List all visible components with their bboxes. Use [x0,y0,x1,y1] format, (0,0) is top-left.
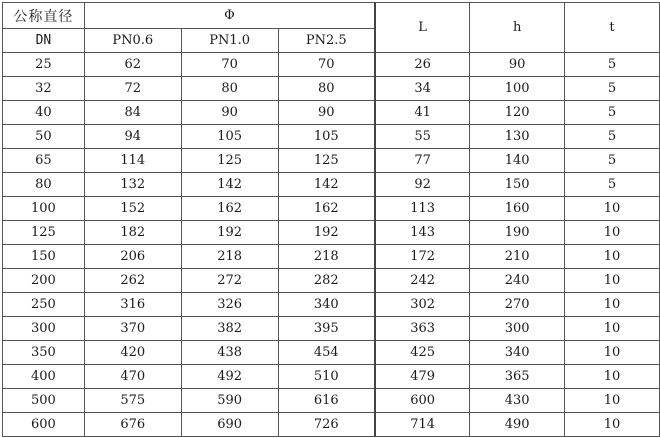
table-row [3,317,660,341]
cell-pn06: 114 [84,149,181,173]
cell-pn25: 282 [278,269,375,293]
cell-pn06: 72 [84,77,181,101]
cell-pn10: 272 [181,269,278,293]
cell-pn10: 690 [181,413,278,437]
cell-pn25: 218 [278,245,375,269]
cell-h: 340 [470,341,565,365]
table-row [3,293,660,317]
cell-pn10: 438 [181,341,278,365]
dn-header: DN [3,29,85,53]
cell-pn10: 492 [181,365,278,389]
cell-L: 600 [375,389,470,413]
cell-dn: 350 [3,341,85,365]
cell-h: 190 [470,221,565,245]
phi-header: Φ [84,3,375,29]
cell-pn10: 90 [181,101,278,125]
cell-h: 130 [470,125,565,149]
cell-t: 10 [565,341,660,365]
cell-pn10: 590 [181,389,278,413]
cell-dn: 100 [3,197,85,221]
cell-t: 5 [565,149,660,173]
cell-pn06: 94 [84,125,181,149]
cell-dn: 40 [3,101,85,125]
cell-pn10: 125 [181,149,278,173]
cell-pn25: 162 [278,197,375,221]
cell-pn10: 162 [181,197,278,221]
cell-h: 90 [470,53,565,77]
cell-t: 10 [565,197,660,221]
cell-pn06: 370 [84,317,181,341]
L-header: L [375,3,470,53]
cell-pn25: 726 [278,413,375,437]
cell-pn25: 616 [278,389,375,413]
nominal-diameter-header: 公称直径 [3,3,85,29]
cell-pn25: 340 [278,293,375,317]
cell-pn06: 132 [84,173,181,197]
table-row [3,101,660,125]
cell-pn06: 575 [84,389,181,413]
cell-L: 34 [375,77,470,101]
cell-h: 100 [470,77,565,101]
cell-dn: 500 [3,389,85,413]
cell-h: 365 [470,365,565,389]
table-row [3,389,660,413]
cell-pn10: 382 [181,317,278,341]
cell-t: 5 [565,77,660,101]
cell-t: 10 [565,293,660,317]
table-row [3,197,660,221]
cell-pn25: 70 [278,53,375,77]
cell-h: 490 [470,413,565,437]
cell-L: 77 [375,149,470,173]
cell-pn25: 510 [278,365,375,389]
cell-h: 210 [470,245,565,269]
cell-t: 5 [565,53,660,77]
cell-t: 10 [565,221,660,245]
table-row [3,413,660,437]
table-body [3,53,660,437]
table-row [3,341,660,365]
table-row [3,149,660,173]
cell-h: 120 [470,101,565,125]
dimension-table [2,2,660,437]
cell-L: 302 [375,293,470,317]
pn25-header: PN2.5 [278,29,375,53]
cell-t: 10 [565,245,660,269]
cell-L: 242 [375,269,470,293]
cell-h: 430 [470,389,565,413]
cell-dn: 400 [3,365,85,389]
cell-dn: 250 [3,293,85,317]
cell-L: 55 [375,125,470,149]
cell-pn25: 105 [278,125,375,149]
cell-L: 172 [375,245,470,269]
cell-dn: 300 [3,317,85,341]
cell-dn: 50 [3,125,85,149]
cell-pn25: 454 [278,341,375,365]
cell-dn: 200 [3,269,85,293]
table-row [3,365,660,389]
cell-L: 714 [375,413,470,437]
cell-pn06: 84 [84,101,181,125]
cell-dn: 65 [3,149,85,173]
cell-t: 5 [565,173,660,197]
cell-L: 41 [375,101,470,125]
cell-pn25: 192 [278,221,375,245]
cell-t: 10 [565,365,660,389]
cell-h: 140 [470,149,565,173]
cell-pn06: 62 [84,53,181,77]
cell-t: 10 [565,413,660,437]
cell-pn06: 420 [84,341,181,365]
cell-dn: 600 [3,413,85,437]
cell-L: 425 [375,341,470,365]
cell-t: 5 [565,125,660,149]
cell-pn25: 90 [278,101,375,125]
cell-pn10: 105 [181,125,278,149]
cell-h: 160 [470,197,565,221]
table-row [3,221,660,245]
table-row [3,125,660,149]
table-row [3,269,660,293]
cell-L: 26 [375,53,470,77]
cell-h: 300 [470,317,565,341]
cell-dn: 25 [3,53,85,77]
cell-pn10: 70 [181,53,278,77]
cell-t: 10 [565,389,660,413]
cell-pn25: 80 [278,77,375,101]
table-row [3,245,660,269]
cell-L: 92 [375,173,470,197]
pn10-header: PN1.0 [181,29,278,53]
cell-pn06: 316 [84,293,181,317]
cell-pn10: 218 [181,245,278,269]
cell-dn: 125 [3,221,85,245]
cell-pn06: 676 [84,413,181,437]
pn06-header: PN0.6 [84,29,181,53]
header-row-1 [3,3,660,29]
cell-pn06: 262 [84,269,181,293]
t-header: t [565,3,660,53]
cell-h: 150 [470,173,565,197]
cell-h: 240 [470,269,565,293]
cell-pn10: 192 [181,221,278,245]
cell-pn10: 326 [181,293,278,317]
cell-pn25: 125 [278,149,375,173]
cell-pn25: 395 [278,317,375,341]
table-row [3,53,660,77]
cell-t: 5 [565,101,660,125]
cell-pn10: 80 [181,77,278,101]
cell-dn: 80 [3,173,85,197]
table-row [3,77,660,101]
cell-t: 10 [565,269,660,293]
cell-pn06: 182 [84,221,181,245]
h-header: h [470,3,565,53]
cell-L: 479 [375,365,470,389]
cell-L: 113 [375,197,470,221]
cell-dn: 32 [3,77,85,101]
cell-dn: 150 [3,245,85,269]
cell-L: 363 [375,317,470,341]
cell-L: 143 [375,221,470,245]
cell-h: 270 [470,293,565,317]
table-row [3,173,660,197]
cell-pn10: 142 [181,173,278,197]
cell-pn06: 206 [84,245,181,269]
cell-pn06: 152 [84,197,181,221]
cell-t: 10 [565,317,660,341]
cell-pn25: 142 [278,173,375,197]
cell-pn06: 470 [84,365,181,389]
